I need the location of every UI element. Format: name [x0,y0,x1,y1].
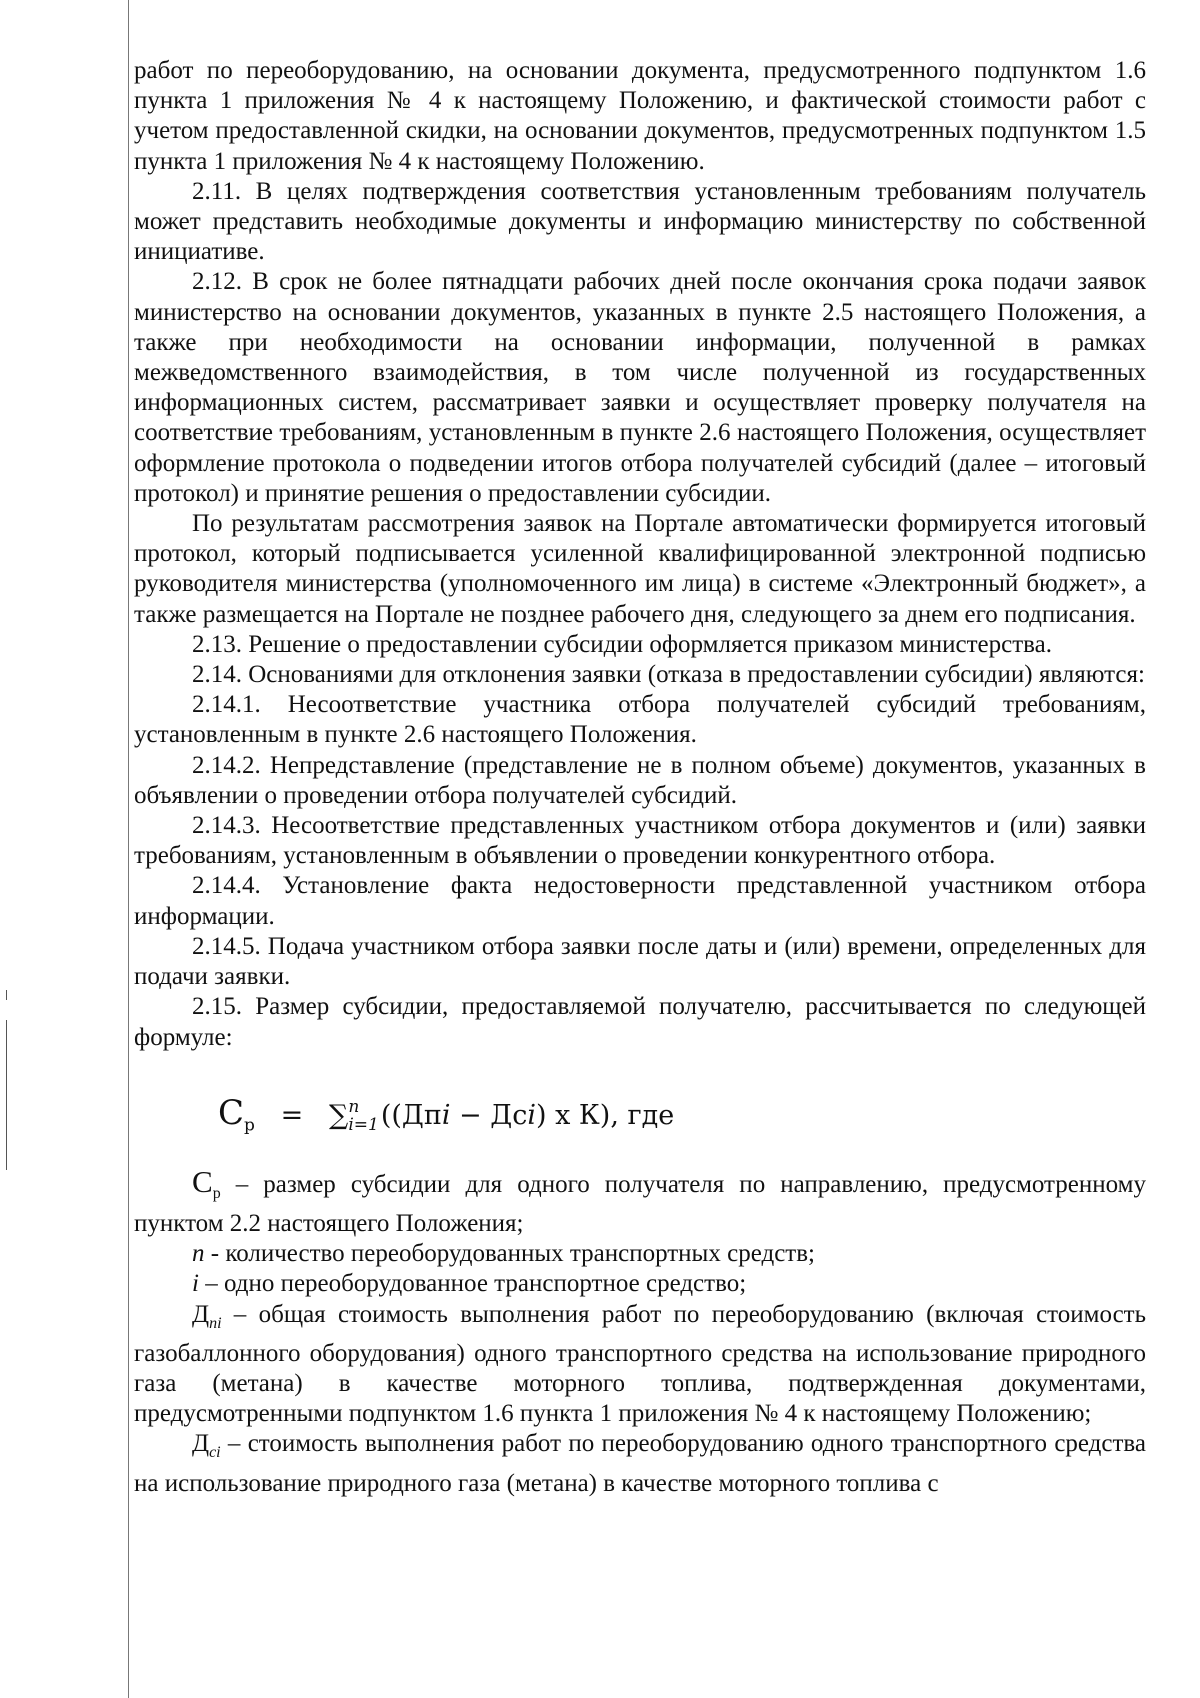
paragraph-2-15: 2.15. Размер субсидии, предоставляемой получателю, рассчитывается по следующей формуле: [134,993,1146,1051]
formula-body-open: ((Дп [380,1099,442,1131]
definition-dpi-symbol: Д [192,1300,210,1328]
definition-cp-text: – размер субсидии для одного получателя по направлению, предусмотренному пунктом 2.2 настоящего Положения; [134,1170,1146,1237]
definition-i-text: – одно переоборудованное транспортное средство; [198,1270,747,1298]
formula-sum-sign: ∑ [329,1099,349,1131]
definition-dpi-sub: пi [209,1314,222,1332]
formula-sum-upper: n [348,1097,360,1118]
paragraph-continuation: работ по переоборудованию, на основании документа, предусмотренного подпунктом 1.6 пункта 1 приложения № 4 к настоящему Положению, и фактической стоимости работ с учетом предоставленной скидки, на основании документов, предусмотренных подпунктом 1.5 пункта 1 приложения № 4 к настоящему Положению. [134,57,1146,175]
definition-dci-text: – стоимость выполнения работ по переоборудованию одного транспортного средства на использование природного газа (метана) в качестве моторного топлива с [134,1430,1146,1497]
paragraph-2-14-5: 2.14.5. Подача участником отбора заявки после даты и (или) времени, определенных для подачи заявки. [134,932,1146,991]
scan-margin-mark [6,1020,7,1170]
paragraph-2-14-2: 2.14.2. Непредставление (представление не в полном объеме) документов, указанных в объявлении о проведении отбора получателей субсидий. [134,751,1146,809]
paragraph-results: По результатам рассмотрения заявок на Портале автоматически формируется итоговый протокол, который подписывается усиленной квалифицированной электронной подписью руководителя министерства (уполномоченного им лица) в системе «Электронный бюджет», а также размещается на Портале не позднее рабочего дня, следующего за днем его подписания. [134,510,1146,628]
definition-n [134,1239,1146,1269]
paragraph-2-14-3: 2.14.3. Несоответствие представленных участником отбора документов и (или) заявки требованиям, установленным в объявлении о проведении конкурентного отбора. [134,812,1146,870]
paragraph-2-14: 2.14. Основаниями для отклонения заявки (отказа в предоставлении субсидии) являются: [192,661,1145,689]
definition-dpi-text: – общая стоимость выполнения работ по переоборудованию (включая стоимость газобаллонного оборудования) одного транспортного средства на использование природного газа (метана) в качестве моторного топлива, подтвержденная документами, предусмотренными подпунктом 1.6 пункта 1 приложения № 4 к настоящему Положению; [134,1300,1146,1428]
paragraph-2-13: 2.13. Решение о предоставлении субсидии оформляется приказом министерства. [192,630,1052,658]
definition-cp-symbol: С [192,1163,213,1199]
definition-cp-sub: р [212,1184,221,1202]
definition-n-symbol: n [192,1240,205,1268]
scan-margin-mark [6,990,7,1000]
paragraph-2-14-1: 2.14.1. Несоответствие участника отбора получателей субсидий требованиям, установленным в пункте 2.6 настоящего Положения. [134,691,1146,749]
formula-lhs-sub: р [244,1115,255,1136]
formula-body-close: ) х К), где [535,1099,675,1131]
definition-dci [134,1429,1146,1498]
document-page [134,56,1146,1499]
scan-binding-edge [128,0,129,1698]
formula-lhs: С [218,1092,245,1133]
subsidy-formula [134,1067,1146,1159]
definition-i [134,1269,1146,1299]
formula-index-1: i [441,1099,451,1131]
formula-equals: = [280,1099,304,1131]
definition-dci-symbol: Д [192,1430,210,1458]
formula-sum-lower: i=1 [348,1115,379,1136]
definition-dpi [134,1300,1146,1430]
definition-dci-sub: ci [209,1444,221,1462]
formula-index-2: i [527,1099,536,1131]
formula-body-minus: − Дс [450,1099,528,1131]
definition-i-symbol: i [192,1270,199,1298]
paragraph-2-12: 2.12. В срок не более пятнадцати рабочих дней после окончания срока подачи заявок министерство на основании документов, указанных в пункте 2.5 настоящего Положения, а также при необходимости на основании информации, полученной в рамках межведомственного взаимодействия, в том числе полученной из государственных информационных систем, рассматривает заявки и осуществляет проверку получателя на соответствие требованиям, установленным в пункте 2.6 настоящего Положения, осуществляет оформление протокола о подведении итогов отбора получателей субсидий (далее – итоговый протокол) и принятие решения о предоставлении субсидии. [134,268,1146,507]
paragraph-2-14-4: 2.14.4. Установление факта недостоверности представленной участником отбора информации. [134,872,1146,930]
paragraph-2-11: 2.11. В целях подтверждения соответствия установленным требованиям получатель может представить необходимые документы и информацию министерству по собственной инициативе. [134,177,1146,266]
definition-n-text: - количество переоборудованных транспортных средств; [204,1240,815,1268]
definition-cp [134,1163,1146,1239]
